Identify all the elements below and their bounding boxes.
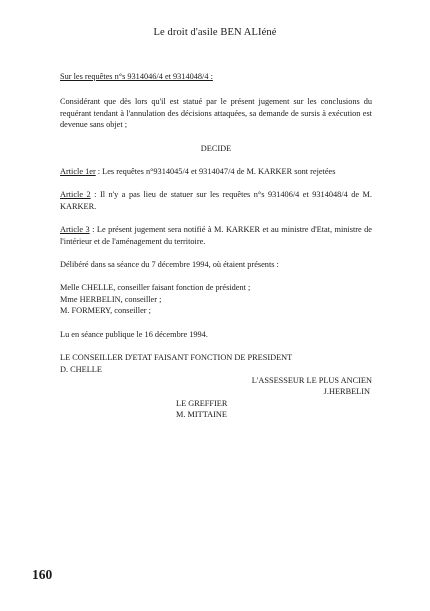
president-signature-title: LE CONSEILLER D'ETAT FAISANT FONCTION DE PRESIDENT: [60, 353, 293, 363]
article-3: [60, 224, 372, 247]
present-member-3: M. FORMERY, conseiller ;: [60, 306, 151, 316]
article-1: [60, 166, 372, 177]
greffier-signature-title: LE GREFFIER: [176, 398, 228, 408]
present-member-2: Mme HERBELIN, conseiller ;: [60, 294, 162, 304]
article-2: [60, 189, 372, 212]
article-3-text: : Le présent jugement sera notifié à M. KARKER et au ministre d'Etat, ministre de l'intérieur et de l'aménagement du territoire.: [60, 225, 372, 246]
judgment-body: [60, 71, 372, 421]
assesseur-signature-name: J.HERBELIN: [323, 387, 370, 397]
section-heading: [60, 71, 372, 82]
article-3-label: Article 3: [60, 225, 90, 235]
president-signature-name: D. CHELLE: [60, 364, 102, 374]
decide-heading: DECIDE: [200, 143, 232, 153]
article-1-text: : Les requêtes n°9314045/4 et 9314047/4 de M. KARKER sont rejetées: [95, 167, 336, 177]
running-title: Le droit d'asile BEN ALIéné: [153, 27, 277, 38]
assesseur-signature-title: L'ASSESSEUR LE PLUS ANCIEN: [251, 375, 372, 385]
lu-en-seance: Lu en séance publique le 16 décembre 1994.: [60, 329, 208, 339]
article-2-text: : Il n'y a pas lieu de statuer sur les requêtes n°s 931406/4 et 9314048/4 de M. KARKER.: [60, 190, 372, 211]
requetes-heading: Sur les requêtes n°s 9314046/4 et 9314048/4 :: [60, 72, 213, 81]
delibere-paragraph: Délibéré dans sa séance du 7 décembre 1994, où étaient présents :: [60, 260, 279, 270]
present-member-1: Melle CHELLE, conseiller faisant fonction de président ;: [60, 283, 251, 293]
greffier-signature-name: M. MITTAINE: [176, 410, 227, 420]
considerant-paragraph: Considérant que dès lors qu'il est statué par le présent jugement sur les conclusions du requérant tendant à l'annulation des décisions attaquées, sa demande de sursis à exécution est devenue sans objet ;: [60, 97, 372, 130]
article-2-label: Article 2: [60, 190, 91, 200]
article-1-label: Article 1er: [60, 167, 96, 177]
page-number: 160: [32, 567, 53, 582]
